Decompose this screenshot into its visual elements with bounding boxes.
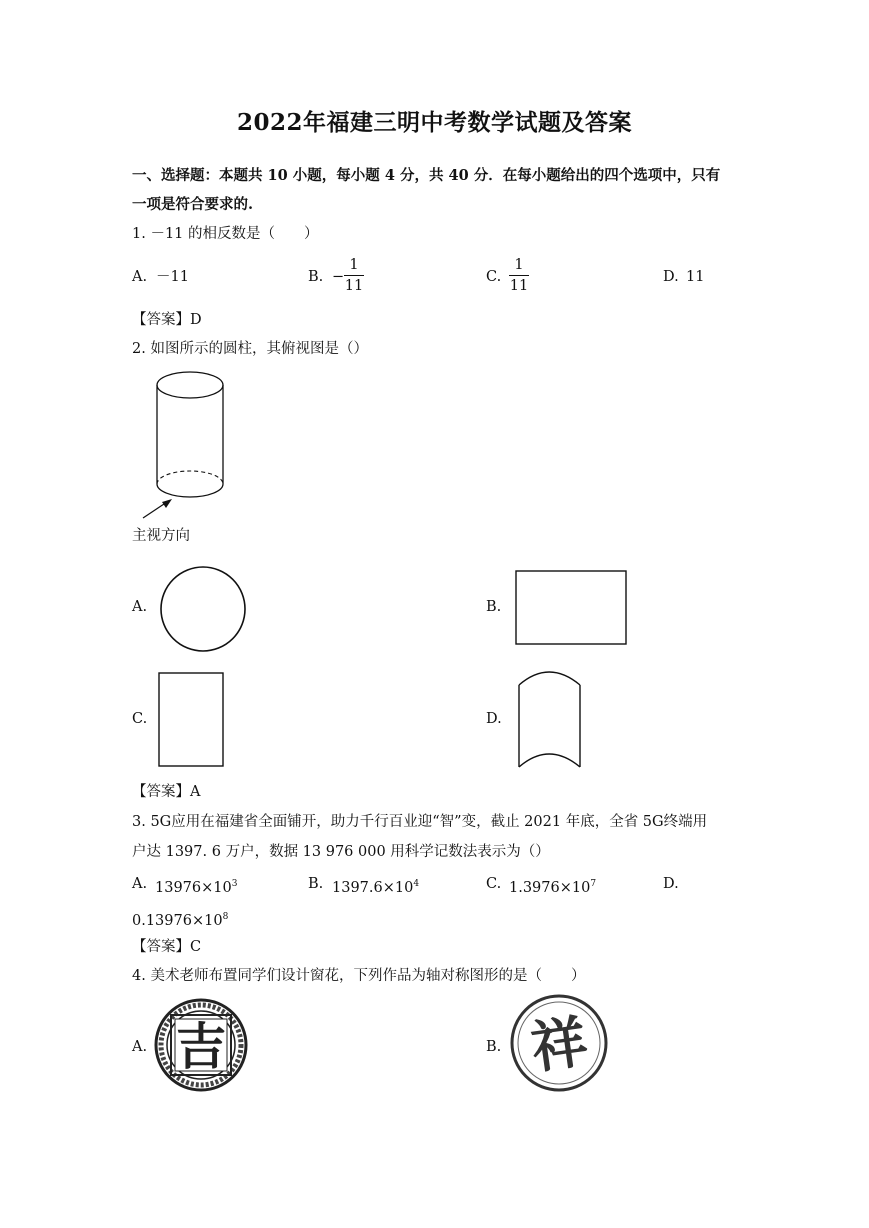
q3-option-b-base: 1397.6×10 [332,880,414,896]
ji-paper-cut-emblem [154,998,250,1094]
wide-rectangle-icon [515,570,630,648]
q1-option-c-label: C. [486,269,502,285]
curved-cylinder-view-icon [517,663,587,773]
circle-icon [160,566,250,656]
section-header-line2: 一项是符合要求的. [132,196,254,213]
q2-option-c-label: C. [132,711,148,727]
q1-option-d-label: D. [663,269,679,285]
q1-option-b-label: B. [308,269,324,285]
q3-option-a-label: A. [132,876,148,892]
q3-option-c-exponent: 7 [590,879,597,889]
q2-answer: 【答案】A [132,784,201,800]
tall-rectangle-icon [158,672,228,770]
fraction-bar [344,275,364,276]
q1-option-c-numerator: 1 [514,257,524,273]
q1-option-a-text: －11 [156,269,189,285]
section-header-line1: 一、选择题：本题共 10 小题，每小题 4 分，共 40 分．在每小题给出的四个选项中，只有 [132,167,721,184]
q2-option-b-label: B. [486,599,502,615]
q3-option-a-exponent: 3 [231,879,238,889]
q3-option-a-base: 13976×10 [155,880,232,896]
q1-stem: 1. －11 的相反数是（ ） [132,226,319,242]
q2-stem: 2. 如图所示的圆柱，其俯视图是（） [132,341,368,357]
q3-option-b-value [332,874,419,898]
xiang-character: 祥 [526,1008,592,1082]
xiang-seal-emblem [510,994,610,1094]
q2-option-d-label: D. [486,711,502,727]
q3-option-d-base: 0.13976×10 [132,913,223,929]
q3-option-b-label: B. [308,876,324,892]
q3-stem-line2: 户达 1397. 6 万户，数据 13 976 000 用科学记数法表示为（） [132,844,550,860]
q3-option-d-exponent: 8 [222,912,229,922]
q1-option-c-fraction [509,256,529,295]
q4-option-a-label: A. [132,1039,148,1055]
q3-option-d-label: D. [663,876,679,892]
cylinder-figure [150,370,250,510]
q1-option-d-text: 11 [686,269,705,285]
q4-stem: 4. 美术老师布置同学们设计窗花，下列作品为轴对称图形的是（ ） [132,968,586,984]
q3-option-b-exponent: 4 [413,879,420,889]
q3-stem-line1: 3. 5G应用在福建省全面铺开，助力千行百业迎“智”变，截止 2021 年底，全省 5G终端用 [132,814,708,830]
q4-option-b-label: B. [486,1039,502,1055]
q1-option-b-sign: − [332,269,345,285]
ji-character: 吉 [176,1018,226,1076]
q3-option-d-value [132,907,228,931]
q1-option-b-fraction [344,256,364,295]
q3-option-c-label: C. [486,876,502,892]
q1-option-b-numerator: 1 [349,257,359,273]
q3-option-c-value [509,874,596,898]
q1-option-a-label: A. [132,269,148,285]
q3-answer: 【答案】C [132,939,202,955]
q1-option-b-denominator: 11 [344,278,364,294]
q1-option-c-denominator: 11 [509,278,529,294]
q1-answer: 【答案】D [132,312,202,328]
page-title: 2022年福建三明中考数学试题及答案 [236,109,632,136]
q3-option-a-value [155,874,237,898]
q3-option-c-base: 1.3976×10 [509,880,591,896]
q2-option-a-label: A. [132,599,148,615]
view-direction-label: 主视方向 [132,528,190,544]
fraction-bar [509,275,529,276]
